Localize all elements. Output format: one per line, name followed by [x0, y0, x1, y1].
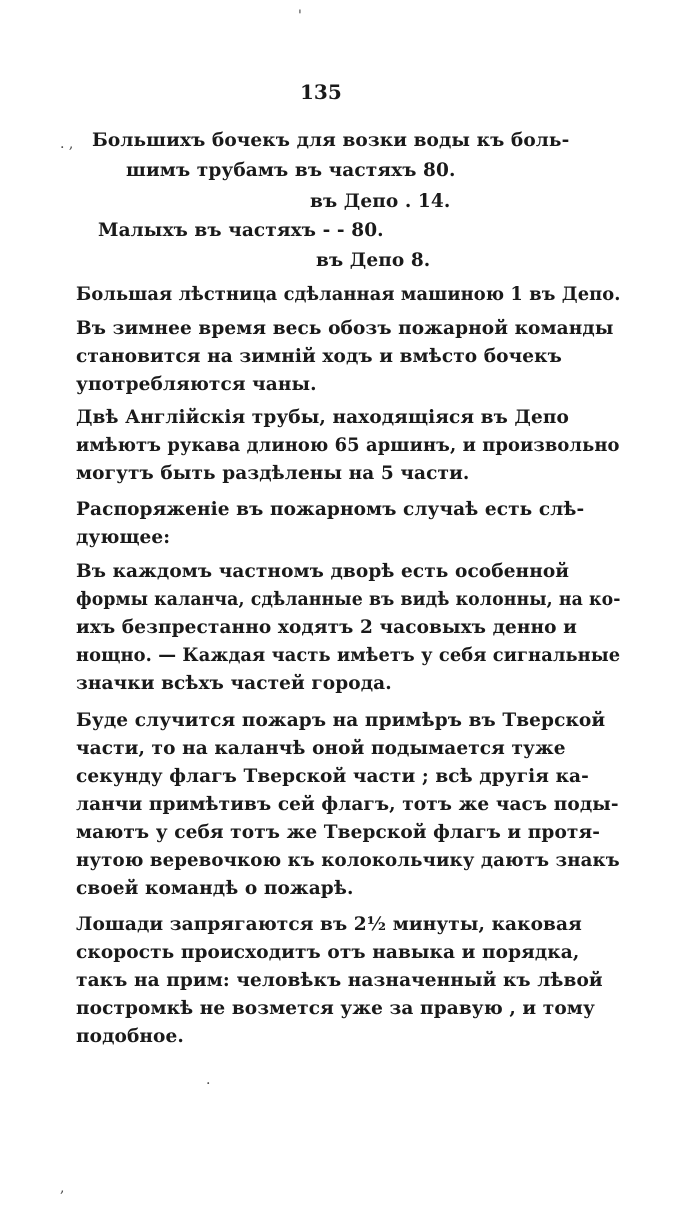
text-line: Большая лѣстница сдѣланная машиною 1 въ Депо. — [76, 284, 621, 305]
text-line: въ Депо . 14. — [310, 191, 451, 212]
page-number: 135 — [300, 80, 342, 104]
text-line: Двѣ Англійскія трубы, находящіяся въ Депо — [76, 407, 569, 428]
text-line: Лошади запрягаются въ 2½ минуты, каковая — [76, 914, 582, 935]
specks: ' — [298, 8, 302, 24]
text-line: формы каланча, сдѣланные въ видѣ колонны, на ко- — [76, 589, 621, 610]
text-line: Въ каждомъ частномъ дворѣ есть особенной — [76, 561, 570, 582]
text-line: дующее: — [76, 527, 171, 548]
text-line: Буде случится пожаръ на примѣръ въ Тверской — [76, 710, 606, 731]
text-line: Малыхъ въ частяхъ - - 80. — [98, 220, 384, 241]
text-line: секунду флагъ Тверской части ; всѣ другія ка- — [76, 766, 589, 787]
text-line: подобное. — [76, 1026, 184, 1047]
text-line: имѣютъ рукава длиною 65 аршинъ, и произвольно — [76, 435, 620, 456]
text-line: становится на зимній ходъ и вмѣсто бочекъ — [76, 346, 562, 367]
text-line: употребляются чаны. — [76, 374, 317, 395]
text-line: Распоряженіе въ пожарномъ случаѣ есть слѣ- — [76, 499, 585, 520]
text-line: маютъ у себя тотъ же Тверской флагъ и протя- — [76, 822, 600, 843]
text-line: нутою веревочкою къ колокольчику даютъ знакъ — [76, 850, 620, 871]
text-line: части, то на каланчѣ оной подымается тужe — [76, 738, 566, 759]
text-line: своей командѣ о пожарѣ. — [76, 878, 354, 899]
text-line: ланчи примѣтивъ сей флагъ, тотъ же часъ поды- — [76, 794, 619, 815]
text-line: могутъ быть раздѣлены на 5 части. — [76, 463, 470, 484]
specks: , — [60, 1180, 65, 1196]
text-line: Большихъ бочекъ для возки воды къ боль- — [92, 130, 570, 151]
text-line: такъ на прим: человѣкъ назначенный къ лѣвой — [76, 970, 603, 991]
text-line: постромкѣ не возмется уже за правую , и тому — [76, 998, 595, 1019]
text-line: значки всѣхъ частей города. — [76, 673, 392, 694]
text-line: ихъ безпрестанно ходятъ 2 часовыхъ денно и — [76, 617, 577, 638]
specks: . — [206, 1072, 211, 1088]
text-line: шимъ трубамъ въ частяхъ 80. — [126, 160, 456, 181]
text-line: нощно. — Каждая часть имѣетъ у себя сигнальные — [76, 645, 621, 666]
text-line: Въ зимнее время весь обозъ пожарной команды — [76, 318, 614, 339]
text-line: скорость происходитъ отъ навыка и порядка, — [76, 942, 580, 963]
specks: . , — [60, 136, 74, 152]
text-line: въ Депо 8. — [316, 250, 431, 271]
